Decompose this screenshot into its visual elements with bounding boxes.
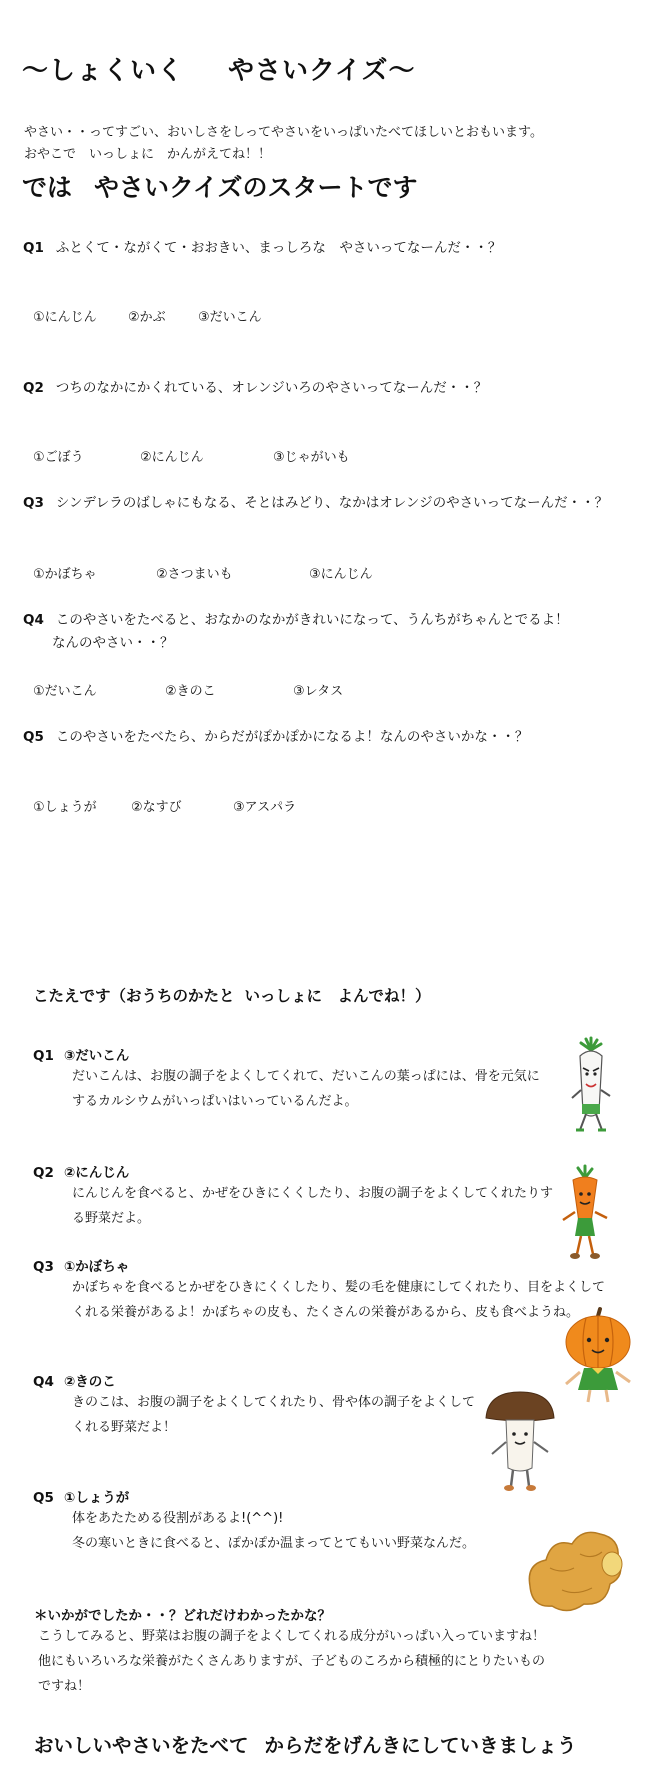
mushroom-character-icon <box>482 1390 558 1494</box>
closing-part-2: からだをげんきにしていきましょう <box>264 1734 577 1757</box>
answer-choice: ①しょうが <box>63 1490 130 1506</box>
option: ③だいこん <box>198 310 262 325</box>
option: ①しょうが <box>33 800 97 815</box>
closing-part-1: おいしいやさいをたべて <box>34 1734 249 1757</box>
option: ③アスパラ <box>233 800 297 815</box>
option: ②にんじん <box>140 450 204 465</box>
question-text: つちのなかにかくれている、オレンジいろのやさいってなーんだ・・？ <box>55 380 488 396</box>
carrot-character-icon <box>558 1166 612 1264</box>
closing-message <box>34 1730 577 1758</box>
option: ①ごぼう <box>33 450 84 465</box>
answer-choice: ②にんじん <box>63 1165 130 1181</box>
answer-q2-text <box>72 1181 553 1231</box>
option: ③にんじん <box>309 567 373 582</box>
answer-q4-text <box>72 1390 475 1440</box>
answer-line: にんじんを食べると、かぜをひきにくくしたり、お腹の調子をよくしてくれたりす <box>72 1186 554 1201</box>
question-number: Q4 <box>23 612 44 628</box>
question-q2 <box>23 376 487 396</box>
start-part-2: やさいクイズのスタートです <box>94 173 418 202</box>
intro-line-1: やさい・・ってすごい、おいしさをしってやさいをいっぱいたべてほしいとおもいます。 <box>24 125 543 140</box>
answer-q5-heading <box>33 1486 129 1506</box>
question-number: Q2 <box>23 380 44 396</box>
answer-q1-heading <box>33 1044 129 1064</box>
title-part-1: 〜しょくいく <box>22 56 185 86</box>
question-number: Q1 <box>23 240 44 256</box>
outro-text <box>38 1624 545 1699</box>
outro-line: 他にもいろいろな栄養がたくさんありますが、子どものころから積極的にとりたいもの <box>38 1654 546 1669</box>
option: ①かぼちゃ <box>33 567 97 582</box>
title-part-2: やさいクイズ〜 <box>228 56 416 86</box>
question-q1 <box>23 236 501 256</box>
question-text: このやさいをたべたら、からだがぽかぽかになるよ！なんのやさいかな・・？ <box>55 729 529 745</box>
option: ①にんじん <box>33 310 97 325</box>
option: ②さつまいも <box>156 567 233 582</box>
question-q4-continuation: なんのやさい・・？ <box>52 635 174 651</box>
intro-line-2: おやこで いっしょに かんがえてね！！ <box>24 147 272 162</box>
answer-choice: ①かぼちゃ <box>63 1259 130 1275</box>
answer-line: だいこんは、お腹の調子をよくしてくれて、だいこんの葉っぱには、骨を元気に <box>72 1069 540 1084</box>
answer-number: Q4 <box>33 1374 54 1390</box>
outro-line: こうしてみると、野菜はお腹の調子をよくしてくれる成分がいっぱい入っていますね！ <box>38 1629 546 1644</box>
option: ②なすび <box>131 800 182 815</box>
page-title <box>22 50 415 87</box>
answer-number: Q5 <box>33 1490 54 1506</box>
question-text: このやさいをたべると、おなかのなかがきれいになって、うんちがちゃんとでるよ！ <box>55 612 569 628</box>
answer-q2-heading <box>33 1161 129 1181</box>
question-text: シンデレラのばしゃにもなる、そとはみどり、なかはオレンジのやさいってなーんだ・・？ <box>55 495 609 511</box>
question-number: Q5 <box>23 729 44 745</box>
daikon-character-icon <box>566 1038 616 1138</box>
answer-number: Q3 <box>33 1259 54 1275</box>
answers-title-part-1: こたえです（おうちのかたと <box>33 987 235 1005</box>
start-part-1: では <box>22 173 73 202</box>
answer-line: かぼちゃを食べるとかぜをひきにくくしたり、髪の毛を健康にしてくれたり、目をよくして <box>72 1280 606 1295</box>
answer-line: 体をあたためる役割があるよ!(^^)! <box>72 1511 284 1526</box>
outro-line: ですね！ <box>38 1679 91 1694</box>
question-q3 <box>23 491 608 511</box>
answer-q1-text <box>72 1064 540 1114</box>
option: ①だいこん <box>33 684 97 699</box>
answers-title-part-2: いっしょに よんでね！） <box>244 987 431 1005</box>
answer-line: くれる野菜だよ！ <box>72 1420 177 1435</box>
answer-line: 冬の寒いときに食べると、ぽかぽか温まってとてもいい野菜なんだ。 <box>72 1536 476 1551</box>
answer-line: る野菜だよ。 <box>72 1211 151 1226</box>
answers-title <box>33 984 431 1006</box>
answer-q4-heading <box>33 1370 116 1390</box>
quiz-start-heading <box>22 168 418 204</box>
question-number: Q3 <box>23 495 44 511</box>
answer-q3-heading <box>33 1255 129 1275</box>
answer-q3-text <box>72 1275 605 1325</box>
pumpkin-character-icon <box>562 1308 634 1408</box>
option: ②きのこ <box>165 684 216 699</box>
option: ③じゃがいも <box>273 450 350 465</box>
option: ②かぶ <box>128 310 166 325</box>
option: ③レタス <box>293 684 344 699</box>
question-text: ふとくて・ながくて・おおきい、まっしろな やさいってなーんだ・・？ <box>55 240 502 256</box>
answer-number: Q1 <box>33 1048 54 1064</box>
answer-choice: ③だいこん <box>63 1048 130 1064</box>
answer-line: するカルシウムがいっぱいはいっているんだよ。 <box>72 1094 358 1109</box>
answer-q5-text <box>72 1506 475 1556</box>
answer-line: くれる栄養があるよ！かぼちゃの皮も、たくさんの栄養があるから、皮も食べようね。 <box>72 1305 580 1320</box>
answer-line: きのこは、お腹の調子をよくしてくれたり、骨や体の調子をよくして <box>72 1395 476 1410</box>
ginger-icon <box>522 1524 628 1616</box>
question-q5 <box>23 725 528 745</box>
outro-question: ＊いかがでしたか・・？どれだけわかったかな？ <box>34 1608 331 1624</box>
answer-number: Q2 <box>33 1165 54 1181</box>
answer-choice: ②きのこ <box>63 1374 116 1390</box>
question-q4 <box>23 608 569 628</box>
